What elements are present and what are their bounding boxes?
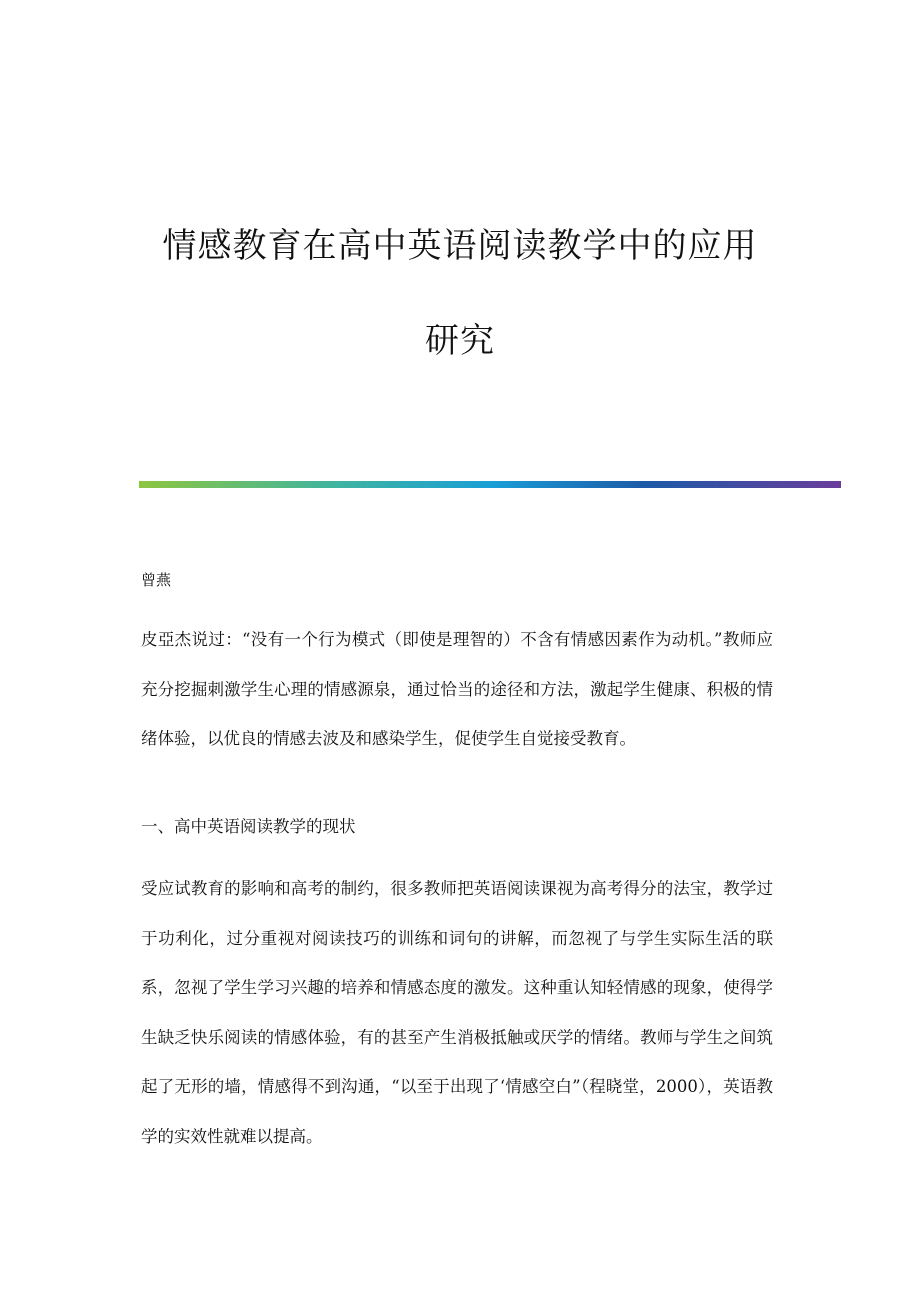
author-name: 曾燕: [141, 571, 172, 589]
document-title-line-1: 情感教育在高中英语阅读教学中的应用: [162, 226, 758, 266]
section-heading-1: 一、高中英语阅读教学的现状: [141, 817, 356, 836]
body-paragraph-1: 皮亞杰说过：“没有一个行为模式（即使是理智的）不含有情感因素作为动机。”教师应充分挖掘刺激学生心理的情感源泉，通过恰当的途径和方法，激起学生健康、积极的情绪体验，以优良的情感去波及和感染学生，促使学生自觉接受教育。: [141, 630, 773, 748]
document-title-line-2: 研究: [425, 321, 495, 361]
gradient-divider: [139, 481, 841, 488]
body-paragraph-2: 受应试教育的影响和高考的制约，很多教师把英语阅读课视为高考得分的法宝，教学过于功利化，过分重视对阅读技巧的训练和词句的讲解，而忽视了与学生实际生活的联系，忽视了学生学习兴趣的培养和情感态度的激发。这种重认知轻情感的现象，使得学生缺乏快乐阅读的情感体验，有的甚至产生消极抵触或厌学的情绪。教师与学生之间筑起了无形的墙，情感得不到沟通，“以至于出现了‘情感空白”（程晓堂，2000），英语教学的实效性就难以提高。: [141, 879, 773, 1146]
